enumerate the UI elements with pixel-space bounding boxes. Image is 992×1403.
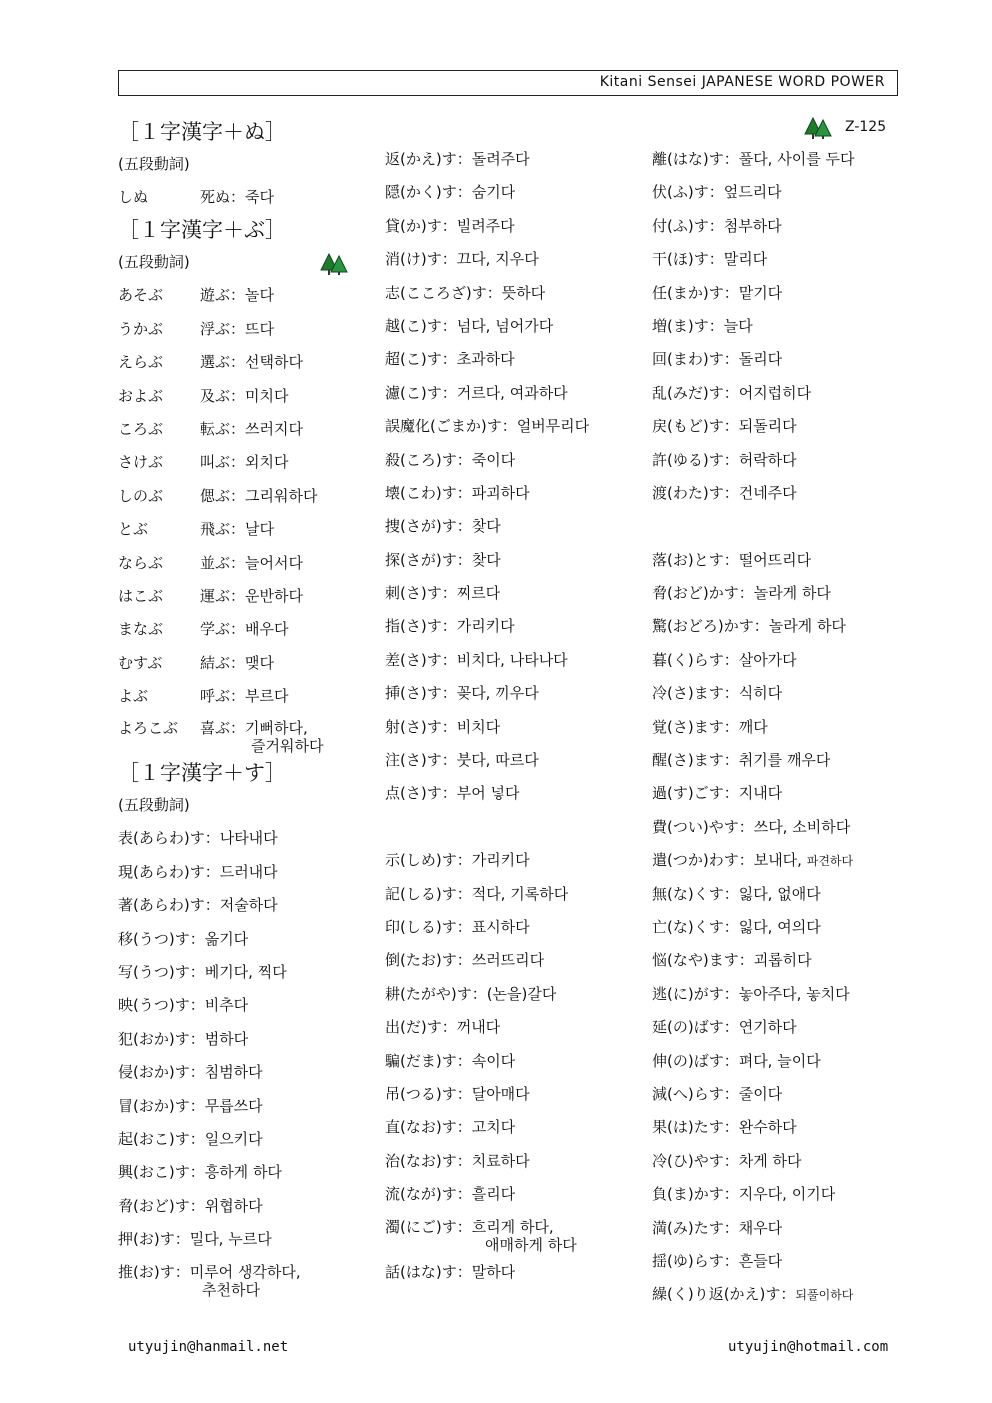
list-item: 捜(さが)す：찾다 <box>385 517 501 536</box>
section-title-nu: ［１字漢字＋ぬ］ <box>118 120 286 144</box>
list-item: 犯(おか)す：범하다 <box>118 1029 249 1048</box>
list-item: 現(あらわ)す：드러내다 <box>118 862 278 881</box>
list-item: 揺(ゆ)らす：흔들다 <box>652 1251 783 1270</box>
entry-text: 偲ぶ：그리워하다 <box>200 486 318 505</box>
list-item: 脅(おど)す：위협하다 <box>118 1196 263 1215</box>
entry-text: 繰(く)り返(かえ)す： <box>652 1285 796 1304</box>
kana-reading: よぶ <box>118 687 149 706</box>
list-item: 濾(こ)す：거르다, 여과하다 <box>385 383 568 402</box>
list-item: 悩(なや)ます：괴롭히다 <box>652 951 812 970</box>
list-item <box>652 1278 912 1311</box>
list-item <box>652 844 912 877</box>
section-subtitle: (五段動詞) <box>118 155 190 173</box>
entry-text: 呼ぶ：부르다 <box>200 687 289 706</box>
list-item: 過(す)ごす：지내다 <box>652 784 783 803</box>
list-item: 話(はな)す：말하다 <box>385 1262 516 1281</box>
entry-text: 死ぬ：죽다 <box>200 188 274 206</box>
list-item: 流(なが)す：흘리다 <box>385 1185 516 1204</box>
list-item: 醒(さ)ます：취기를 깨우다 <box>652 751 831 770</box>
list-item <box>118 613 368 646</box>
column-1 <box>118 116 368 1301</box>
kana-reading: しのぶ <box>118 486 164 505</box>
list-item: 探(さが)す：찾다 <box>385 550 501 569</box>
kana-reading: さけぶ <box>118 453 164 472</box>
kana-reading: まなぶ <box>118 620 164 639</box>
footer-left-email: utyujin@hanmail.net <box>128 1339 289 1355</box>
entry-text: 及ぶ：미치다 <box>200 386 289 405</box>
entry-note: 되풀이하다 <box>795 1288 854 1303</box>
list-item: 直(なお)す：고치다 <box>385 1118 516 1137</box>
list-item: 射(さ)す：비치다 <box>385 717 501 736</box>
entry-text: 叫ぶ：외치다 <box>200 453 289 472</box>
list-item <box>118 279 368 312</box>
list-item: 記(しる)す：적다, 기록하다 <box>385 884 569 903</box>
list-item: 倒(たお)す：쓰러뜨리다 <box>385 951 545 970</box>
list-item: 満(み)たす：채우다 <box>652 1218 783 1237</box>
list-item: 減(へ)らす：줄이다 <box>652 1084 783 1103</box>
list-item: 耕(たがや)す：(논을)갈다 <box>385 984 557 1003</box>
entry-text: 転ぶ：쓰러지다 <box>200 419 303 438</box>
entry-text: 学ぶ：배우다 <box>200 620 289 639</box>
kana-reading: およぶ <box>118 386 164 405</box>
entry-text: 選ぶ：선택하다 <box>200 353 303 372</box>
entry-text: 推(お)す：미루어 생각하다, <box>118 1262 301 1281</box>
list-item: 果(は)たす：완수하다 <box>652 1118 797 1137</box>
list-item: 暮(く)らす：살아가다 <box>652 650 797 669</box>
list-item: 差(さ)す：비치다, 나타나다 <box>385 650 568 669</box>
list-item: 志(こころざ)す：뜻하다 <box>385 283 546 302</box>
column-3 <box>652 143 912 1312</box>
list-item: 興(おこ)す：흥하게 하다 <box>118 1163 282 1182</box>
kana-reading: とぶ <box>118 520 149 539</box>
section-title-su: ［１字漢字＋す］ <box>118 761 286 786</box>
list-item: 挿(さ)す：꽂다, 끼우다 <box>385 684 539 703</box>
list-item: 著(あらわ)す：저술하다 <box>118 896 278 915</box>
list-item: 亡(な)くす：잃다, 여의다 <box>652 917 821 936</box>
entry-continuation: 애매하게 하다 <box>485 1235 577 1254</box>
section-subtitle: (五段動詞) <box>118 796 190 815</box>
list-item <box>118 647 368 680</box>
list-item: 伸(の)ばす：펴다, 늘이다 <box>652 1051 821 1070</box>
list-item: 離(はな)す：풀다, 사이를 두다 <box>652 150 855 168</box>
kana-reading: しぬ <box>118 188 149 206</box>
list-item: 無(な)くす：잃다, 없애다 <box>652 884 821 903</box>
page-header <box>118 70 898 96</box>
list-item: 治(なお)す：치료하다 <box>385 1151 530 1170</box>
list-item: 干(ほ)す：말리다 <box>652 250 768 269</box>
list-item <box>118 713 368 757</box>
list-item: 戻(もど)す：되돌리다 <box>652 417 797 436</box>
list-item: 注(さ)す：붓다, 따르다 <box>385 751 539 770</box>
kana-reading: うかぶ <box>118 319 164 338</box>
list-item <box>118 680 368 713</box>
list-item: 冷(ひ)やす：차게 하다 <box>652 1151 802 1170</box>
list-item <box>118 346 368 379</box>
list-item: 騙(だま)す：속이다 <box>385 1051 516 1070</box>
list-item: 付(ふ)す：첨부하다 <box>652 216 782 235</box>
entry-continuation: 즐거워하다 <box>251 737 324 756</box>
list-item: 出(だ)す：꺼내다 <box>385 1018 501 1037</box>
list-item: 隠(かく)す：숨기다 <box>385 183 516 202</box>
entry-text: 運ぶ：운반하다 <box>200 586 303 605</box>
kana-reading: むすぶ <box>118 653 163 672</box>
list-item: 冒(おか)す：무릅쓰다 <box>118 1096 263 1115</box>
kana-reading: ならぶ <box>118 553 164 572</box>
list-item: 貸(か)す：빌려주다 <box>385 216 515 235</box>
list-item: 落(お)とす：떨어뜨리다 <box>652 550 812 569</box>
header-title: Kitani Sensei JAPANESE WORD POWER <box>599 74 885 90</box>
list-item <box>118 413 368 446</box>
kana-reading: えらぶ <box>118 353 164 372</box>
page-number: Z-125 <box>845 119 887 135</box>
list-item <box>118 513 368 546</box>
entry-text: 遊ぶ：놀다 <box>200 286 274 305</box>
list-item: 写(うつ)す：베기다, 찍다 <box>118 963 287 982</box>
section-subtitle: (五段動詞) <box>118 253 190 272</box>
list-item: 負(ま)かす：지우다, 이기다 <box>652 1185 836 1204</box>
list-item <box>118 313 368 346</box>
list-item: 殺(ころ)す：죽이다 <box>385 450 516 469</box>
list-item: 増(ま)す：늘다 <box>652 316 753 335</box>
list-item: 点(さ)す：부어 넣다 <box>385 784 520 803</box>
list-item: 吊(つる)す：달아매다 <box>385 1084 530 1103</box>
list-item: 伏(ふ)す：엎드리다 <box>652 183 782 202</box>
column-2 <box>385 143 645 1289</box>
list-item: 起(おこ)す：일으키다 <box>118 1129 263 1148</box>
list-item <box>118 580 368 613</box>
list-item: 逃(に)がす：놓아주다, 놓치다 <box>652 984 850 1003</box>
list-item: 超(こ)す：초과하다 <box>385 350 515 369</box>
section-title-bu: ［１字漢字＋ぶ］ <box>118 218 286 243</box>
tree-icon <box>804 116 834 140</box>
list-item: 示(しめ)す：가리키다 <box>385 851 530 870</box>
entry-text: 濁(にご)す：흐리게 하다, <box>385 1217 554 1236</box>
entry-text: 並ぶ：늘어서다 <box>200 553 303 572</box>
list-item: 表(あらわ)す：나타내다 <box>118 829 278 848</box>
list-item: 許(ゆる)す：허락하다 <box>652 450 797 469</box>
kana-reading: あそぶ <box>118 286 164 305</box>
kana-reading: よろこぶ <box>118 719 179 738</box>
list-item <box>385 1212 645 1256</box>
list-item <box>118 181 368 214</box>
list-item <box>118 446 368 479</box>
list-item: 壊(こわ)す：파괴하다 <box>385 483 530 502</box>
list-item <box>118 1257 368 1301</box>
list-item: 任(まか)す：맡기다 <box>652 283 783 302</box>
entry-text: 飛ぶ：날다 <box>200 520 274 539</box>
list-item: 移(うつ)す：옮기다 <box>118 929 249 948</box>
kana-reading: ころぶ <box>118 419 164 438</box>
spacer <box>652 510 912 543</box>
list-item: 消(け)す：끄다, 지우다 <box>385 250 539 269</box>
list-item: 脅(おど)かす：놀라게 하다 <box>652 584 831 603</box>
spacer <box>385 811 645 844</box>
list-item <box>118 480 368 513</box>
list-item: 驚(おどろ)かす：놀라게 하다 <box>652 617 846 636</box>
list-item: 指(さ)す：가리키다 <box>385 617 515 636</box>
list-item: 渡(わた)す：건네주다 <box>652 483 797 502</box>
entry-text: 遣(つか)わす：보내다, <box>652 851 802 870</box>
entry-text: 喜ぶ：기뻐하다, <box>200 719 308 738</box>
list-item: 誤魔化(ごまか)す：얼버무리다 <box>385 417 590 436</box>
list-item: 印(しる)す：표시하다 <box>385 917 530 936</box>
footer-right-email: utyujin@hotmail.com <box>728 1339 889 1355</box>
list-item: 越(こ)す：넘다, 넘어가다 <box>385 316 554 335</box>
list-item: 刺(さ)す：찌르다 <box>385 584 501 603</box>
list-item: 乱(みだ)す：어지럽히다 <box>652 383 812 402</box>
list-item: 費(つい)やす：쓰다, 소비하다 <box>652 817 851 836</box>
list-item: 映(うつ)す：비추다 <box>118 996 249 1015</box>
list-item: 冷(さ)ます：식히다 <box>652 684 783 703</box>
entry-text: 結ぶ：맺다 <box>200 653 274 672</box>
list-item: 回(まわ)す：돌리다 <box>652 350 783 369</box>
list-item: 延(の)ばす：연기하다 <box>652 1018 797 1037</box>
entry-text: 浮ぶ：뜨다 <box>200 319 274 338</box>
list-item <box>118 380 368 413</box>
list-item: 押(お)す：밀다, 누르다 <box>118 1230 272 1249</box>
list-item <box>118 547 368 580</box>
list-item: 覚(さ)ます：깨다 <box>652 717 768 736</box>
list-item: 返(かえ)す：돌려주다 <box>385 150 530 168</box>
entry-continuation: 추천하다 <box>202 1280 260 1299</box>
list-item: 侵(おか)す：침범하다 <box>118 1063 263 1082</box>
kana-reading: はこぶ <box>118 586 164 605</box>
entry-note: 파견하다 <box>806 854 854 869</box>
